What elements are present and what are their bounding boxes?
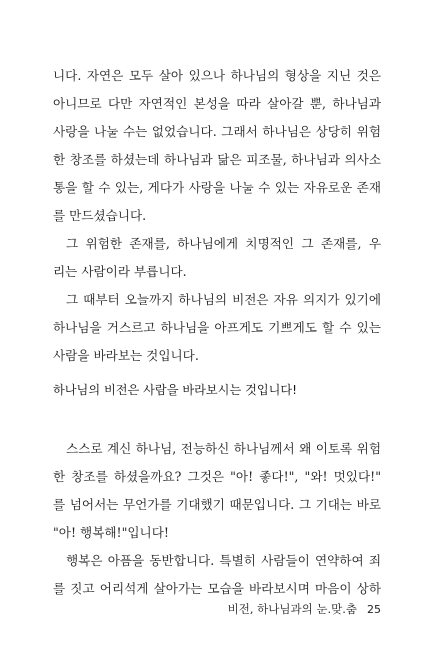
text-line: 하나님을 거스르고 하나님을 아프게도 기쁘게도 할 수 있는 [53,320,381,335]
text-line: 아니므로 다만 자연적인 본성을 따라 살아갈 뿐, 하나님과 [53,96,381,111]
text-line: 행복은 아픔을 동반합니다. 특별히 사람들이 연약하여 죄 [66,553,381,568]
text-line: 사랑을 나눌 수는 없었습니다. 그래서 하나님은 상당히 위험 [53,124,381,139]
text-line: 그 위험한 존재를, 하나님에게 치명적인 그 존재를, 우 [66,236,381,251]
page-footer [228,601,381,618]
running-title: 비전, 하나님과의 눈.맞.춤 [227,602,357,616]
text-line: 리는 사람이라 부릅니다. [53,264,187,279]
text-line: 니다. 자연은 모두 살아 있으나 하나님의 형상을 지닌 것은 [53,68,381,83]
text-line: 를 짓고 어리석게 살아가는 모습을 바라보시며 마음이 상하 [53,581,381,596]
text-line: 그 때부터 오늘까지 하나님의 비전은 자유 의지가 있기에 [66,292,381,307]
text-line: 한 창조를 하셨을까요? 그것은 "아! 좋다!", "와! 멋있다!" [53,469,381,484]
page-number: 25 [367,603,381,616]
section-heading: 하나님의 비전은 사람을 바라보시는 것입니다! [53,383,298,397]
text-line: "아! 행복해!"입니다! [53,525,169,540]
text-line: 통을 할 수 있는, 게다가 사랑을 나눌 수 있는 자유로운 존재 [53,180,381,195]
text-line: 를 넘어서는 무언가를 기대했기 때문입니다. 그 기대는 바로 [53,497,381,512]
text-line: 를 만드셨습니다. [53,208,147,223]
text-line: 한 창조를 하셨는데 하나님과 닮은 피조물, 하나님과 의사소 [53,152,381,167]
text-line: 사람을 바라보는 것입니다. [53,348,199,363]
text-line: 스스로 계신 하나님, 전능하신 하나님께서 왜 이토록 위험 [66,441,381,456]
